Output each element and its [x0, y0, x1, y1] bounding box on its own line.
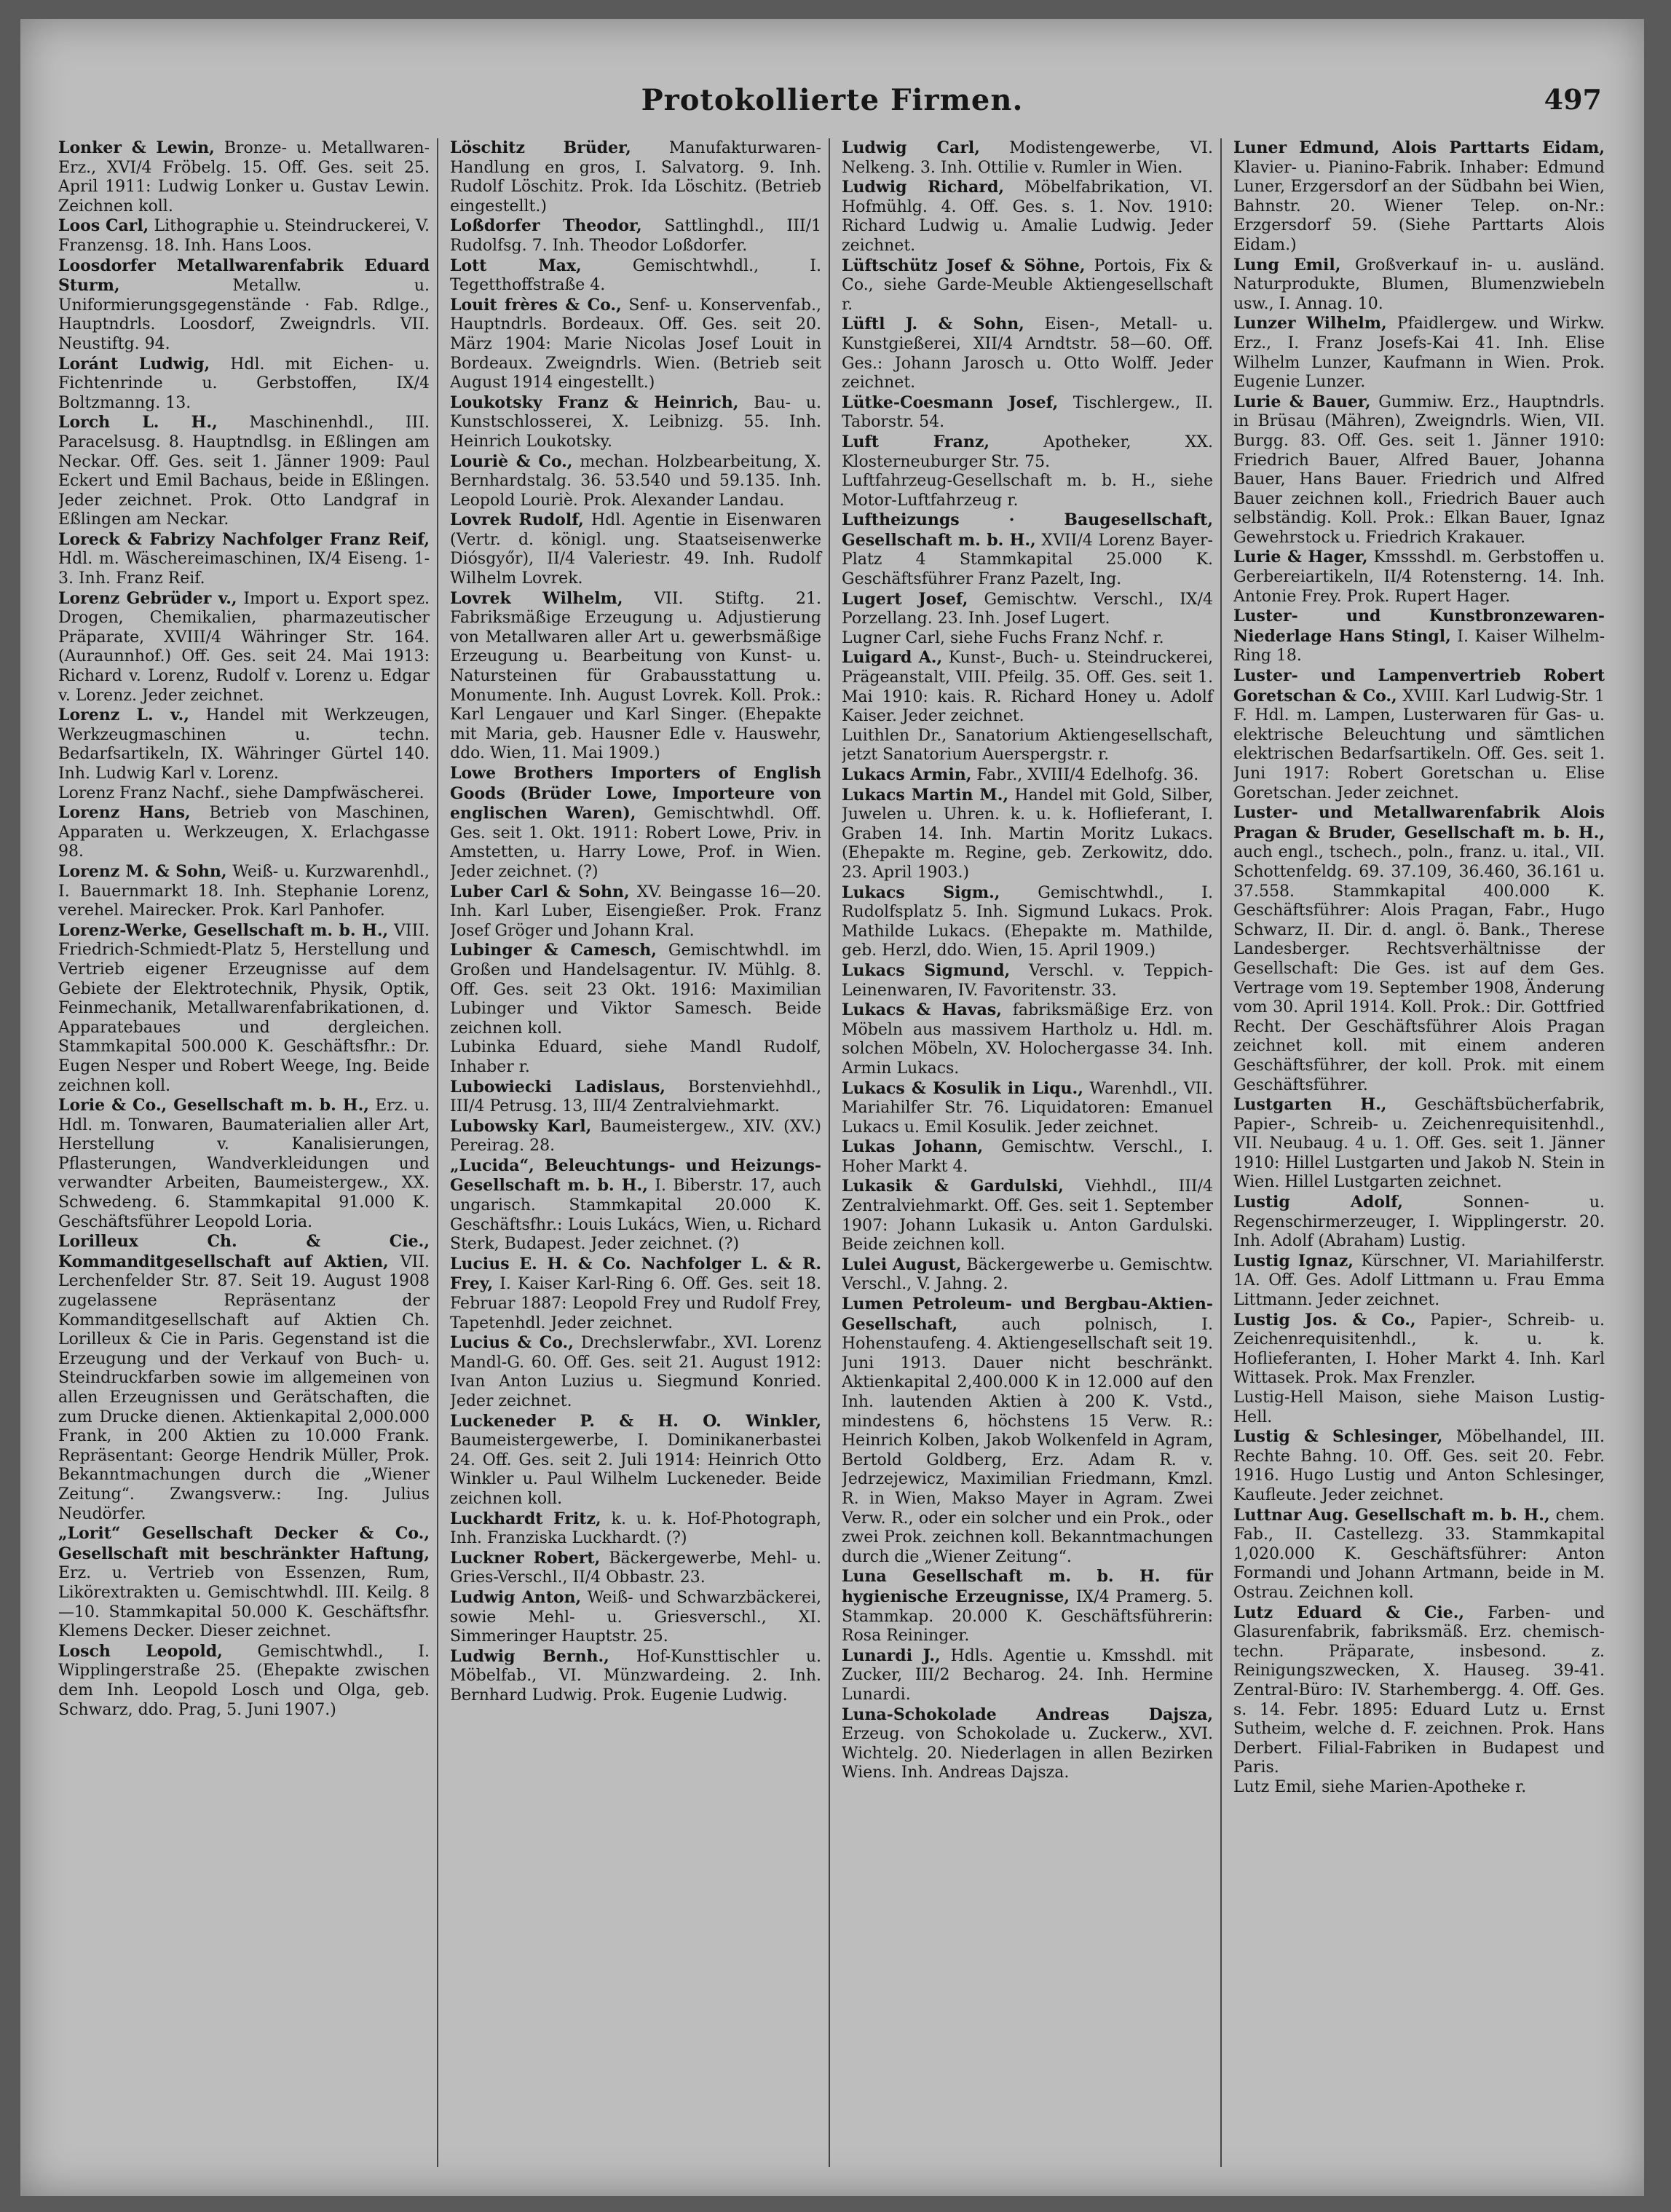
firm-name: Louriè & Co.,: [450, 451, 573, 471]
directory-entry: [58, 1642, 430, 1720]
firm-name: Lorenz Gebrüder v.,: [58, 588, 237, 608]
directory-entry: [1233, 138, 1605, 256]
firm-name: Lukacs Sigmund,: [842, 960, 1011, 980]
page-number: 497: [1544, 83, 1602, 116]
firm-details: fabriksmäßige Erz. von Möbeln aus massivem Hartholz u. Hdl. m. solchen Möbeln, XV. Holochergasse 34. Inh. Armin Lukacs.: [842, 1001, 1213, 1078]
directory-entry: [58, 1232, 430, 1524]
firm-name: Luber Carl & Sohn,: [450, 882, 630, 901]
directory-entry: [842, 590, 1213, 629]
firm-details: Hdl. Agentie in Eisenwaren (Vertr. d. königl. ung. Staatseisenwerke Diósgyőr), II/4 Valeriestr. 49. Inh. Rudolf Wilhelm Lovrek.: [450, 511, 822, 588]
directory-entry: [842, 1646, 1213, 1705]
firm-name: Lorenz-Werke, Gesellschaft m. b. H.,: [58, 920, 389, 940]
firm-details: Sattlinghdl., III/1 Rudolfsg. 7. Inh. Theodor Loßdorfer.: [450, 217, 821, 255]
firm-details: XV. Beingasse 16—20. Inh. Karl Luber, Eisengießer. Prok. Franz Josef Gröger und Johann Kral.: [450, 882, 821, 940]
directory-entry: [842, 883, 1213, 961]
firm-details: Gemischtwhdl. Off. Ges. seit 1. Okt. 1911: Robert Lowe, Priv. in Amstetten, u. Harry Lowe, Prof. in Wien. Jeder zeichnet. (?): [450, 805, 822, 881]
firm-name: Luigard A.,: [842, 648, 943, 668]
directory-entry: [58, 256, 430, 355]
firm-details: Verschl. v. Teppich-Leinenwaren, IV. Favoritenstr. 33.: [842, 961, 1214, 1000]
firm-details: Kmssshdl. m. Gerbstoffen u. Gerbereiartikeln, II/4 Rotensterng. 14. Inh. Antonie Frey. Prok. Rupert Hager.: [1233, 548, 1605, 606]
firm-details: Sonnen- u. Regenschirmerzeuger, I. Wipplingerstr. 20. Inh. Adolf (Abraham) Lustig.: [1233, 1193, 1605, 1251]
firm-details: Möbelfabrikation, VI. Hofmühlg. 4. Off. Ges. s. 1. Nov. 1910: Richard Ludwig u. Amalie Ludwig. Jeder zeichnet.: [842, 178, 1213, 255]
directory-entry: [1233, 1427, 1605, 1505]
firm-name: Lott Max,: [450, 256, 582, 275]
directory-entry: [450, 216, 821, 256]
firm-name: „Lucida“, Beleuchtungs- und Heizungs-Gesellschaft m. b. H.,: [450, 1156, 821, 1196]
firm-name: Lukacs Sigm.,: [842, 882, 1000, 902]
firm-name: Lubowsky Karl,: [450, 1116, 592, 1136]
directory-entry: [842, 256, 1213, 315]
firm-details: Weiß- u. Kurzwarenhdl., I. Bauernmarkt 18. Inh. Stephanie Lorenz, verehel. Mairecker. Prok. Karl Panhofer.: [58, 862, 430, 920]
directory-entry: [58, 1524, 430, 1642]
directory-entry: [1233, 1506, 1605, 1603]
firm-details: Kunst-, Buch- u. Steindruckerei, Prägeanstalt, VIII. Pfeilg. 35. Off. Ges. seit 1. Mai 1910: kais. R. Richard Honey u. Adolf Kaiser. Jeder zeichnet.: [842, 649, 1213, 726]
firm-details: Bau- u. Kunstschlosserei, X. Leibnizg. 55. Inh. Heinrich Loukotsky.: [450, 393, 822, 451]
firm-details: Klavier- u. Pianino-Fabrik. Inhaber: Edmund Luner, Erzgersdorf an der Südbahn bei Wien, Bahnstr. 20. Wiener Telep. on-Nr.: Erzgersdorf 59. (Siehe Parttarts Alois Eidam.): [1233, 158, 1605, 254]
firm-name: Lukacs & Havas,: [842, 1000, 1002, 1020]
directory-entry: [842, 629, 1213, 649]
directory-entry: [842, 432, 1213, 472]
page-header: [20, 83, 1644, 127]
firm-details: XVIII. Karl Ludwig-Str. 1 F. Hdl. m. Lampen, Lusterwaren für Gas- u. elektrische Beleuchtung und sämtlichen elektrischen Bedarfsartikeln. Off. Ges. seit 1. Juni 1917: Robert Goretschan u. Elise Goretschan. Jeder zeichnet.: [1233, 687, 1605, 802]
firm-name: Luckhardt Fritz,: [450, 1509, 601, 1528]
directory-entry: [58, 862, 430, 921]
directory-entry: [842, 393, 1213, 432]
firm-details: VIII. Friedrich-Schmiedt-Platz 5, Herstellung und Vertrieb eigener Erzeugnisse auf dem Gebiete der Elektrotechnik, Physik, Optik, Feinmechanik, Metallwarenfabrikationen, d. Apparatebaues und dergleichen. Stammkapital 500.000 K. Geschäftsfhr.: Dr. Eugen Nesper und Robert Weege, Ing. Beide zeichnen koll.: [58, 921, 430, 1095]
directory-entry: [450, 1156, 821, 1255]
directory-entry: [450, 1117, 821, 1156]
firm-name: Lonker & Lewin,: [58, 138, 215, 157]
directory-entry: [450, 1333, 821, 1411]
directory-entry: [1233, 1252, 1605, 1311]
page-title: Protokollierte Firmen.: [641, 83, 1024, 117]
firm-name: Lovrek Rudolf,: [450, 510, 584, 530]
firm-details: Senf- u. Konservenfab., Hauptndrls. Bordeaux. Off. Ges. seit 20. März 1904: Marie Nicolas Josef Louit in Bordeaux. Zweigndrls. Wien. (Betrieb seit August 1914 eingestellt.): [450, 296, 821, 392]
directory-entry: [842, 315, 1213, 392]
firm-name: Luftheizungs · Baugesellschaft, Gesellschaft m. b. H.,: [842, 510, 1213, 550]
firm-details: XVII/4 Lorenz Bayer-Platz 4 Stammkapital 25.000 K. Geschäftsführer Franz Pazelt, Ing.: [842, 531, 1213, 589]
directory-entry: [842, 765, 1213, 786]
firm-details: Lugner Carl, siehe Fuchs Franz Nchf. r.: [842, 628, 1164, 647]
firm-name: Lubowiecki Ladislaus,: [450, 1077, 665, 1097]
firm-name: Ludwig Richard,: [842, 178, 1005, 197]
firm-name: Loosdorfer Metallwarenfabrik Eduard Sturm,: [58, 256, 430, 296]
firm-details: Warenhdl., VII. Mariahilfer Str. 76. Liquidatoren: Emanuel Lukacs u. Emil Kosulik. Jeder zeichnet.: [842, 1079, 1213, 1137]
directory-entry: [1233, 1311, 1605, 1389]
firm-name: Loos Carl,: [58, 216, 149, 236]
firm-details: Portois, Fix & Co., siehe Garde-Meuble Aktiengesellschaft r.: [842, 256, 1214, 314]
firm-name: Löschitz Brüder,: [450, 138, 631, 157]
firm-name: Loránt Ludwig,: [58, 354, 210, 374]
firm-details: Hdls. Agentie u. Kmsshdl. mit Zucker, III/2 Becharog. 24. Inh. Hermine Lunardi.: [842, 1646, 1213, 1704]
directory-entry: [58, 784, 430, 804]
firm-name: Lustig & Schlesinger,: [1233, 1427, 1443, 1447]
firm-details: Lutz Emil, siehe Marien-Apotheke r.: [1233, 1777, 1527, 1796]
firm-name: „Lorit“ Gesellschaft Decker & Co., Gesellschaft mit beschränkter Haftung,: [58, 1524, 430, 1563]
firm-details: Farben- und Glasurenfabrik, fabriksmäß. Erz. chemisch-techn. Präparate, insbesond. z. Reinigungszwecken, X. Hauseg. 39-41. Zentral-Büro: IV. Starhembergg. 4. Off. Ges. s. 14. Febr. 1895: Eduard Lutz u. Ernst Sutheim, welche d. F. zeichnen. Prok. Hans Derbert. Filial-Fabriken in Budapest und Paris.: [1233, 1603, 1605, 1777]
directory-entry: [58, 138, 430, 216]
firm-details: Import u. Export spez. Drogen, Chemikalien, pharmazeutischer Präparate, XVIII/4 Währinger Str. 164. (Auraunnhof.) Off. Ges. seit 24. Mai 1913: Richard v. Lorenz, Rudolf v. Lorenz u. Edgar v. Lorenz. Jeder zeichnet.: [58, 589, 430, 705]
directory-entry: [450, 1647, 821, 1706]
firm-details: Metallw. u. Uniformierungsgegenstände · Fab. Rdlge., Hauptndrls. Loosdorf, Zweigndrls. VII. Neustiftg. 94.: [58, 277, 430, 353]
directory-entry: [58, 589, 430, 706]
firm-name: Lugert Josef,: [842, 589, 968, 609]
directory-entry: [842, 1567, 1213, 1646]
firm-details: Hdl. mit Eichen- u. Fichtenrinde u. Gerbstoffen, IX/4 Boltzmanng. 13.: [58, 355, 430, 412]
firm-details: Viehhdl., III/4 Zentralviehmarkt. Off. Ges. seit 1. September 1907: Johann Lukasik u. Anton Gardulski. Beide zeichnen koll.: [842, 1177, 1213, 1255]
firm-name: Lorch L. H.,: [58, 413, 218, 432]
firm-details: Erz. u. Vertrieb von Essenzen, Rum, Likörextrakten u. Gemischtwhdl. III. Keilg. 8—10. Stammkapital 50.000 K. Geschäftsfhr. Klemens Decker. Dieser zeichnet.: [58, 1564, 430, 1641]
firm-details: Gemischtwhdl., I. Rudolfsplatz 5. Inh. Sigmund Lukacs. Prok. Mathilde Lukacs. (Ehepakte m. Mathilde, geb. Herzl, ddo. Wien, 15. April 1909.): [842, 883, 1213, 960]
firm-name: Ludwig Carl,: [842, 138, 980, 157]
directory-entry: [450, 1509, 821, 1549]
directory-entry: [1233, 1603, 1605, 1778]
firm-name: Luna Gesellschaft m. b. H. für hygienische Erzeugnisse,: [842, 1567, 1213, 1606]
directory-entry: [842, 1177, 1213, 1255]
firm-name: Lung Emil,: [1233, 255, 1341, 274]
directory-entry: [450, 589, 821, 764]
firm-details: Apotheker, XX. Klosterneuburger Str. 75.: [842, 432, 1213, 471]
firm-name: Luster- und Metallwarenfabrik Alois Pragan & Bruder, Gesellschaft m. b. H.,: [1233, 803, 1605, 842]
directory-entry: [842, 178, 1213, 256]
firm-name: Luna-Schokolade Andreas Dajsza,: [842, 1705, 1213, 1724]
firm-name: Lurie & Bauer,: [1233, 392, 1371, 411]
firm-name: Lubinger & Camesch,: [450, 941, 657, 960]
firm-name: Lütke-Coesmann Josef,: [842, 392, 1059, 412]
firm-name: Lutz Eduard & Cie.,: [1233, 1603, 1465, 1622]
firm-details: Weiß- und Schwarzbäckerei, sowie Mehl- u. Griesverschl., XI. Simmeringer Hauptstr. 25.: [450, 1588, 821, 1646]
firm-details: Bäckergewerbe u. Gemischtw. Verschl., V. Jahng. 2.: [842, 1255, 1214, 1294]
firm-details: VII. Lerchenfelder Str. 87. Seit 19. August 1908 zugelassene Repräsentanz der Kommanditgesellschaft auf Aktien Ch. Lorilleux & Cie in Paris. Gegenstand ist die Erzeugung und der Verkauf von Buch- u. Steindruckfarben sowie im allgemeinen von allen Erzeugnissen und Gerätschaften, die zum Drucke dienen. Aktienkapital 2,000.000 Frank, in 200 Aktien zu 10.000 Frank. Repräsentant: George Hendrik Müller, Prok. Bekanntmachungen durch die „Wiener Zeitung“. Zwangsverw.: Ing. Julius Neudörfer.: [58, 1252, 430, 1523]
firm-details: Modistengewerbe, VI. Nelkeng. 3. Inh. Ottilie v. Rumler in Wien.: [842, 139, 1213, 177]
firm-details: k. u. k. Hof-Photograph, Inh. Franziska Luckhardt. (?): [450, 1509, 821, 1548]
firm-details: VII. Stiftg. 21. Fabriksmäßige Erzeugung u. Adjustierung von Metallwaren aller Art u. gewerbsmäßige Erzeugung u. Bearbeitung von Kunst- u. Natursteinen für Grabausstattung u. Monumente. Inh. August Lovrek. Koll. Prok.: Karl Lengauer und Karl Singer. (Ehepakte mit Maria, geb. Hausner Edle v. Hauswehr, ddo. Wien, 11. Mai 1909.): [450, 589, 821, 763]
firm-details: Bronze- u. Metallwaren-Erz., XVI/4 Fröbelg. 15. Off. Ges. seit 25. April 1911: Ludwig Lonker u. Gustav Lewin. Zeichnen koll.: [58, 139, 430, 216]
directory-entry: [1233, 1389, 1605, 1427]
directory-entry: [1233, 1193, 1605, 1252]
directory-entry: [842, 1000, 1213, 1078]
directory-entry: [842, 1705, 1213, 1783]
directory-entry: [842, 786, 1213, 883]
firm-name: Lorie & Co., Gesellschaft m. b. H.,: [58, 1096, 369, 1115]
firm-details: Handel mit Gold, Silber, Juwelen u. Uhren. k. u. k. Hoflieferant, I. Graben 14. Inh. Martin Moritz Lukacs. (Ehepakte m. Regine, geb. Zerkowitz, ddo. 23. April 1903.): [842, 786, 1213, 882]
column-4: [1233, 138, 1612, 2167]
directory-entry: [842, 1079, 1213, 1138]
firm-name: Lumen Petroleum- und Bergbau-Aktien-Gesellschaft,: [842, 1295, 1213, 1334]
firm-details: Fabr., XVIII/4 Edelhofg. 36.: [976, 766, 1199, 784]
firm-name: Lowe Brothers Importers of English Goods (Brüder Lowe, Importeure von englischen Waren),: [450, 764, 821, 823]
firm-name: Lustig Ignaz,: [1233, 1251, 1354, 1271]
firm-details: Gemischtw. Verschl., IX/4 Porzellang. 23. Inh. Josef Lugert.: [842, 590, 1213, 628]
directory-entry: [450, 393, 821, 452]
firm-details: Handel mit Werkzeugen, Werkzeugmaschinen u. techn. Bedarfsartikeln, IX. Währinger Gürtel 140. Inh. Ludwig Karl v. Lorenz.: [58, 706, 430, 783]
firm-details: Bäckergewerbe, Mehl- u. Gries-Verschl., II/4 Obbastr. 23.: [450, 1549, 822, 1587]
firm-details: Großverkauf in- u. ausländ. Naturprodukte, Blumen, Blumenzwiebeln usw., I. Annag. 10.: [1233, 256, 1605, 313]
firm-name: Lucius & Co.,: [450, 1333, 574, 1353]
firm-name: Luft Franz,: [842, 432, 989, 451]
firm-details: chem. Fab., II. Castellezg. 33. Stammkapital 1,020.000 K. Geschäftsführer: Anton Formandi und Johann Artmann, beide in M. Ostrau. Zeichnen koll.: [1233, 1506, 1605, 1602]
directory-entry: [58, 530, 430, 589]
firm-details: IX/4 Pramerg. 5. Stammkap. 20.000 K. Geschäftsführerin: Rosa Reininger.: [842, 1587, 1214, 1646]
firm-name: Lunardi J.,: [842, 1646, 941, 1665]
firm-name: Luckeneder P. & H. O. Winkler,: [450, 1411, 821, 1431]
column-2: [450, 138, 830, 2167]
firm-details: I. Biberstr. 17, auch ungarisch. Stammkapital 20.000 K. Geschäftsfhr.: Louis Lukács, Wien, u. Richard Sterk, Budapest. Jeder zeichnet. (?): [450, 1177, 821, 1254]
firm-name: Lukacs & Kosulik in Liqu.,: [842, 1078, 1083, 1098]
firm-details: Papier-, Schreib- u. Zeichenrequisitenhdl., k. u. k. Hoflieferanten, I. Hoher Markt 4. Inh. Karl Wittasek. Prok. Max Frenzler.: [1233, 1311, 1605, 1388]
directory-entry: [842, 472, 1213, 510]
directory-entry: [58, 355, 430, 414]
firm-details: Lithographie u. Steindruckerei, V. Franzensg. 18. Inh. Hans Loos.: [58, 217, 430, 255]
directory-entry: [842, 648, 1213, 726]
directory-entry: [842, 138, 1213, 178]
column-3: [842, 138, 1222, 2167]
directory-entry: [1233, 314, 1605, 392]
firm-name: Loukotsky Franz & Heinrich,: [450, 392, 739, 412]
directory-entry: [58, 706, 430, 783]
directory-entry: [58, 413, 430, 530]
directory-entry: [842, 961, 1213, 1000]
firm-name: Lüftschütz Josef & Söhne,: [842, 256, 1086, 275]
firm-details: Hof-Kunsttischler u. Möbelfab., VI. Münzwardeing. 2. Inh. Bernhard Ludwig. Prok. Eugenie Ludwig.: [450, 1647, 821, 1705]
directory-entry: [842, 1255, 1213, 1295]
directory-entry: [450, 510, 821, 588]
directory-page: [20, 19, 1644, 2196]
firm-details: Geschäftsbücherfabrik, Papier-, Schreib- u. Zeichenrequisitenhdl., VII. Neubaug. 4 u. 1. Off. Ges. seit 1. Jänner 1910: Hillel Lustgarten und Jakob N. Stein in Wien. Hillel Lustgarten zeichnet.: [1233, 1096, 1605, 1192]
directory-entry: [1233, 1778, 1605, 1798]
firm-name: Lustig Adolf,: [1233, 1193, 1403, 1212]
firm-details: auch polnisch, I. Hohenstaufeng. 4. Aktiengesellschaft seit 19. Juni 1913. Dauer nicht beschränkt. Aktienkapital 2,400.000 K in 12.000 auf den Inh. lautenden Aktien à 200 K. Vstd., mindestens 6, höchstens 15 Verw. R.: Heinrich Kolben, Jakob Wolkenfeld in Agram, Bertold Goldberg, Erz. Adam R. v. Jedrzejewicz, Maximilian Friedmann, Kmzl. R. in Wien, Makso Mayer in Agram. Zwei Verw. R., oder ein solcher und ein Prok., oder zwei Prok. zeichnen koll. Bekanntmachungen durch die „Wiener Zeitung“.: [842, 1315, 1213, 1566]
firm-name: Lüftl J. & Sohn,: [842, 315, 1024, 334]
firm-name: Luster- und Kunstbronzewaren-Niederlage Hans Stingl,: [1233, 607, 1605, 646]
firm-details: Möbelhandel, III. Rechte Bahng. 10. Off. Ges. seit 20. Febr. 1916. Hugo Lustig und Anton Schlesinger, Kaufleute. Jeder zeichnet.: [1233, 1428, 1605, 1504]
directory-entry: [450, 138, 821, 216]
firm-details: Maschinenhdl., III. Paracelsusg. 8. Hauptndlsg. in Eßlingen am Neckar. Off. Ges. seit 1. Jänner 1909: Paul Eckert und Emil Bachaus, beide in Eßlingen. Jeder zeichnet. Prok. Otto Landgraf in Eßlingen am Neckar.: [58, 414, 430, 529]
directory-entry: [1233, 548, 1605, 607]
firm-details: Baumeistergew., XIV. (XV.) Pereirag. 28.: [450, 1117, 821, 1156]
directory-entry: [1233, 256, 1605, 315]
firm-name: Losch Leopold,: [58, 1641, 223, 1661]
firm-name: Lukas Johann,: [842, 1137, 984, 1157]
firm-name: Lurie & Hager,: [1233, 548, 1368, 567]
firm-name: Lustgarten H.,: [1233, 1095, 1387, 1115]
directory-entry: [842, 1295, 1213, 1567]
firm-name: Ludwig Bernh.,: [450, 1646, 609, 1666]
firm-details: I. Kaiser Karl-Ring 6. Off. Ges. seit 18. Februar 1887: Leopold Frey und Rudolf Frey, Tapetenhdl. Jeder zeichnet.: [450, 1275, 822, 1332]
firm-details: Baumeistergewerbe, I. Dominikanerbastei 24. Off. Ges. seit 2. Juli 1914: Heinrich Otto Winkler u. Paul Wilhelm Luckeneder. Beide zeichnen koll.: [450, 1431, 821, 1508]
directory-entry: [1233, 1095, 1605, 1193]
firm-name: Lovrek Wilhelm,: [450, 588, 623, 608]
firm-details: Gemischtwhdl., I. Wipplingerstraße 25. (Ehepakte zwischen dem Inh. Leopold Losch und Olga, geb. Schwarz, ddo. Prag, 5. Juni 1907.): [58, 1642, 430, 1719]
directory-entry: [58, 803, 430, 862]
firm-name: Loßdorfer Theodor,: [450, 216, 642, 236]
columns-container: [58, 138, 1612, 2167]
firm-name: Lorenz L. v.,: [58, 706, 189, 725]
firm-name: Lorenz M. & Sohn,: [58, 861, 227, 881]
firm-details: Manufakturwaren-Handlung en gros, I. Salvatorg. 9. Inh. Rudolf Löschitz. Prok. Ida Löschitz. (Betrieb eingestellt.): [450, 139, 821, 216]
firm-details: Erzeug. von Schokolade u. Zuckerw., XVI. Wichtelg. 20. Niederlagen in allen Bezirken Wiens. Inh. Andreas Dajsza.: [842, 1725, 1213, 1782]
firm-details: Lubinka Eduard, siehe Mandl Rudolf, Inhaber r.: [450, 1038, 821, 1076]
directory-entry: [450, 1255, 821, 1333]
directory-entry: [842, 727, 1213, 765]
directory-entry: [58, 921, 430, 1096]
directory-entry: [450, 452, 821, 511]
firm-details: Gummiw. Erz., Hauptndrls. in Brüsau (Mähren), Zweigndrls. Wien, VII. Burgg. 83. Off. Ges. seit 1. Jänner 1910: Friedrich Bauer, Alfred Bauer, Johanna Bauer, Hans Bauer. Friedrich und Alfred Bauer zeichnen koll., Friedrich Bauer auch selbständig. Koll. Prok.: Elkan Bauer, Ignaz Gewehrstock u. Friedrich Krakauer.: [1233, 392, 1605, 547]
firm-details: Gemischtw. Verschl., I. Hoher Markt 4.: [842, 1138, 1214, 1176]
firm-details: Luithlen Dr., Sanatorium Aktiengesellschaft, jetzt Sanatorium Auerspergstr. r.: [842, 726, 1213, 765]
firm-name: Lorilleux Ch. & Cie., Kommanditgesellschaft auf Aktien,: [58, 1232, 430, 1271]
directory-entry: [450, 296, 821, 393]
firm-details: Tischlergew., II. Taborstr. 54.: [842, 393, 1213, 432]
directory-entry: [1233, 392, 1605, 548]
directory-entry: [450, 1038, 821, 1077]
directory-entry: [450, 941, 821, 1038]
firm-name: Luster- und Lampenvertrieb Robert Goretschan & Co.,: [1233, 666, 1605, 706]
firm-name: Lucius E. H. & Co. Nachfolger L. & R. Frey,: [450, 1254, 821, 1294]
firm-details: Gemischtwhdl., I. Tegetthoffstraße 4.: [450, 256, 821, 295]
directory-entry: [842, 1137, 1213, 1177]
directory-entry: [58, 216, 430, 256]
firm-details: Drechslerwfabr., XVI. Lorenz Mandl-G. 60. Off. Ges. seit 21. August 1912: Ivan Anton Luzius u. Siegmund Konried. Jeder zeichnet.: [450, 1334, 821, 1410]
firm-name: Luckner Robert,: [450, 1548, 601, 1568]
firm-name: Lukacs Armin,: [842, 765, 972, 784]
directory-entry: [450, 882, 821, 941]
firm-name: Louit frères & Co.,: [450, 295, 622, 315]
directory-entry: [450, 1549, 821, 1588]
directory-entry: [450, 256, 821, 296]
directory-entry: [842, 510, 1213, 589]
firm-details: I. Kaiser Wilhelm-Ring 18.: [1233, 627, 1605, 665]
firm-details: Borstenviehhdl., III/4 Petrusg. 13, III/4 Zentralviehmarkt.: [450, 1078, 821, 1116]
firm-name: Loreck & Fabrizy Nachfolger Franz Reif,: [58, 529, 430, 549]
firm-details: Betrieb von Maschinen, Apparaten u. Werkzeugen, X. Erlachgasse 98.: [58, 804, 430, 861]
firm-details: auch engl., tschech., poln., franz. u. ital., VII. Schottenfeldg. 69. 37.109, 36.460, 36.161 u. 37.558. Stammkapital 400.000 K. Geschäftsführer: Alois Pragan, Fabr., Hugo Schwarz, II. Dir. d. angl. ö. Bank., Therese Landesberger. Rechtsverhältnisse der Gesellschaft: Die Ges. ist auf dem Ges. Vertrage vom 19. September 1908, Änderung vom 30. April 1914. Koll. Prok.: Dir. Gottfried Recht. Der Geschäftsführer Alois Pragan zeichnet koll. mit einem anderen Geschäftsführer, der koll. Prok. mit einem Geschäftsführer.: [1233, 843, 1605, 1094]
directory-entry: [1233, 607, 1605, 666]
firm-details: Luftfahrzeug-Gesellschaft m. b. H., siehe Motor-Luftfahrzeug r.: [842, 472, 1213, 510]
firm-details: Gemischtwhdl. im Großen und Handelsagentur. IV. Mühlg. 8. Off. Ges. seit 23 Okt. 1916: Maximilian Lubinger und Viktor Samesch. Beide zeichnen koll.: [450, 941, 822, 1038]
firm-details: Pfaidlergew. und Wirkw. Erz., I. Franz Josefs-Kai 41. Inh. Elise Wilhelm Lunzer, Kaufmann in Wien. Prok. Eugenie Lunzer.: [1233, 315, 1605, 392]
directory-entry: [450, 1078, 821, 1117]
firm-details: Kürschner, VI. Mariahilferstr. 1A. Off. Ges. Adolf Littmann u. Frau Emma Littmann. Jeder zeichnet.: [1233, 1252, 1605, 1310]
firm-name: Lunzer Wilhelm,: [1233, 314, 1387, 333]
directory-entry: [450, 1588, 821, 1647]
firm-details: Erz. u. Hdl. m. Tonwaren, Baumaterialien aller Art, Herstellung v. Kanalisierungen, Pflasterungen, Wandverkleidungen und verwandter Arbeiten, Baumeistergew., XX. Schwedeng. 6. Stammkapital 91.000 K. Geschäftsführer Leopold Loria.: [58, 1097, 430, 1231]
directory-entry: [450, 1412, 821, 1509]
firm-name: Luttnar Aug. Gesellschaft m. b. H.,: [1233, 1505, 1550, 1525]
firm-name: Lukasik & Gardulski,: [842, 1177, 1064, 1196]
firm-name: Lukacs Martin M.,: [842, 785, 1009, 805]
column-1: [58, 138, 438, 2167]
directory-entry: [1233, 803, 1605, 1095]
firm-details: Hdl. m. Wäschereimaschinen, IX/4 Eiseng. 1-3. Inh. Franz Reif.: [58, 550, 430, 588]
firm-name: Lorenz Hans,: [58, 803, 191, 823]
firm-name: Ludwig Anton,: [450, 1587, 582, 1607]
firm-details: Eisen-, Metall- u. Kunstgießerei, XII/4 Arndtstr. 58—60. Off. Ges.: Johann Jarosch u. Otto Wolff. Jeder zeichnet.: [842, 315, 1213, 392]
firm-details: mechan. Holzbearbeitung, X. Bernhardstalg. 36. 53.540 und 59.135. Inh. Leopold Louriè. Prok. Alexander Landau.: [450, 452, 821, 510]
firm-details: Lorenz Franz Nachf., siehe Dampfwäscherei.: [58, 783, 424, 802]
directory-entry: [1233, 666, 1605, 803]
directory-entry: [450, 764, 821, 882]
firm-details: Lustig-Hell Maison, siehe Maison Lustig-Hell.: [1233, 1389, 1605, 1426]
firm-name: Lulei August,: [842, 1255, 962, 1274]
firm-name: Lustig Jos. & Co.,: [1233, 1310, 1416, 1330]
directory-entry: [58, 1096, 430, 1232]
firm-name: Luner Edmund, Alois Parttarts Eidam,: [1233, 138, 1605, 157]
